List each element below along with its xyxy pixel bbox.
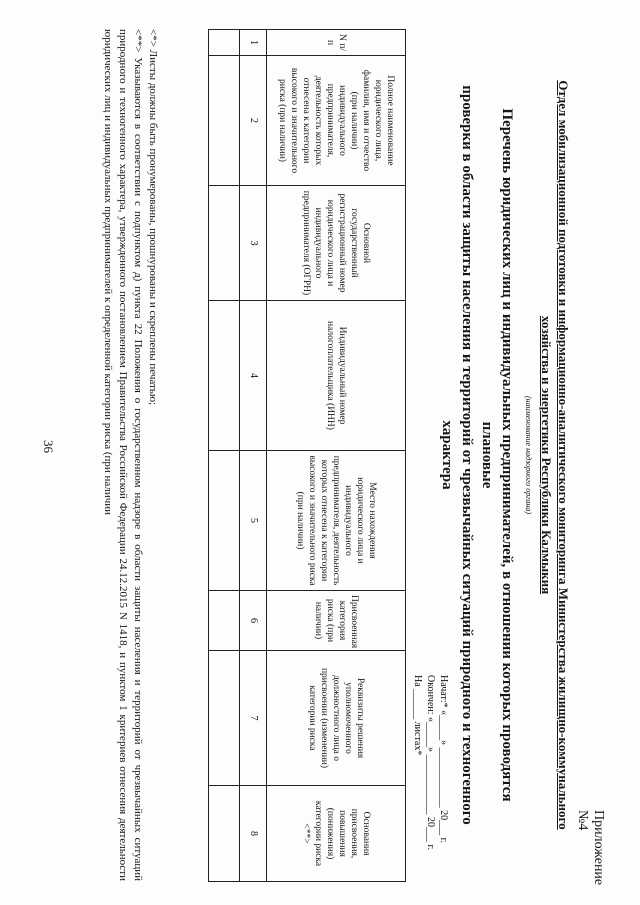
- table-cell: [209, 651, 240, 786]
- sheets-count: На ______ листах*: [412, 675, 423, 756]
- title-line-3: характера: [439, 420, 455, 490]
- department-line-2: хозяйства и энергетики Республики Калмыкия: [539, 315, 554, 595]
- department-note: (наименование надзорного органа): [524, 395, 533, 515]
- table-number-row: [240, 30, 267, 882]
- end-date: Окончен: «_____» ____________ 20___ г.: [425, 675, 436, 850]
- page-number: 36: [41, 440, 56, 453]
- table-cell: [209, 186, 240, 301]
- header-location: Место нахождения юридического лица и индивидуального предпринимателя, деятельность которых отнесена к категории высокого и значительного риска (при наличии): [267, 451, 406, 591]
- col-number: 8: [240, 786, 267, 882]
- header-risk-category: Присвоенная категория риска (при наличии): [267, 591, 406, 651]
- table-row: [209, 30, 240, 882]
- title-line-2: проверки в области защиты населения и территорий от чрезвычайных ситуаций природного и техногенного: [459, 85, 475, 825]
- start-date: Начат:* «_____» ____________ 20___ г.: [438, 675, 449, 844]
- col-number: 2: [240, 56, 267, 186]
- footnotes: [100, 29, 160, 881]
- table-cell: [209, 30, 240, 56]
- table-cell: [209, 451, 240, 591]
- col-number: 4: [240, 301, 267, 451]
- col-number: 6: [240, 591, 267, 651]
- table-header-row: [267, 30, 406, 882]
- header-name: Полное наименование юридического лица, фамилия, имя и отчество (при наличии) индивидуального предпринимателя, деятельность которых отнесена к категории высокого и значительного риска (при наличии): [267, 56, 406, 186]
- department-line-1: Отдел мобилизационной подготовки и информационно-аналитического мониторинга Министерства жилищно-коммунального: [556, 80, 571, 830]
- header-number: N п/п: [267, 30, 406, 56]
- department-name: [538, 75, 572, 835]
- footnote-1: <*> Листы должны быть пронумерованы, прошнурованы и скреплены печатью;: [147, 29, 159, 406]
- col-number: 5: [240, 451, 267, 591]
- col-number: 1: [240, 30, 267, 56]
- table-cell: [209, 591, 240, 651]
- footnote-2: <**> Указываются в соответствии с подпунктом д) пункта 22 Положения о государственном надзоре в области защиты населения и территорий от чрезвычайных ситуаций природного и техногенного характера, утвержденного постановлением Правительства Российской Федерации 24.12.2015 N 1418, и пунктом 1 критериев отнесения деятельности юридических лиц и индивидуальных предпринимателей к определенной категории риска (при наличии: [102, 29, 144, 881]
- dates-block: [411, 675, 450, 850]
- col-number: 7: [240, 651, 267, 786]
- header-grounds: Основания присвоения, повышения (понижения) категории риска <**>: [267, 786, 406, 882]
- col-number: 3: [240, 186, 267, 301]
- header-decision-details: Реквизиты решения уполномоченного должностного лица о присвоении (изменении) категории риска: [267, 651, 406, 786]
- appendix-label: Приложение №4: [575, 810, 606, 886]
- table-cell: [209, 786, 240, 882]
- rotated-document: [20, 15, 620, 895]
- header-inn: Индивидуальный номер налогоплательщика (ИНН): [267, 301, 406, 451]
- title-line-1: Перечень юридических лиц и индивидуальных предпринимателей, в отношении которых проводятся плановые: [479, 108, 515, 802]
- entities-table: [208, 29, 406, 882]
- table-cell: [209, 56, 240, 186]
- header-ogrn: Основной государственный регистрационный номер юридического лица и индивидуального предпринимателя (ОГРН): [267, 186, 406, 301]
- table-cell: [209, 301, 240, 451]
